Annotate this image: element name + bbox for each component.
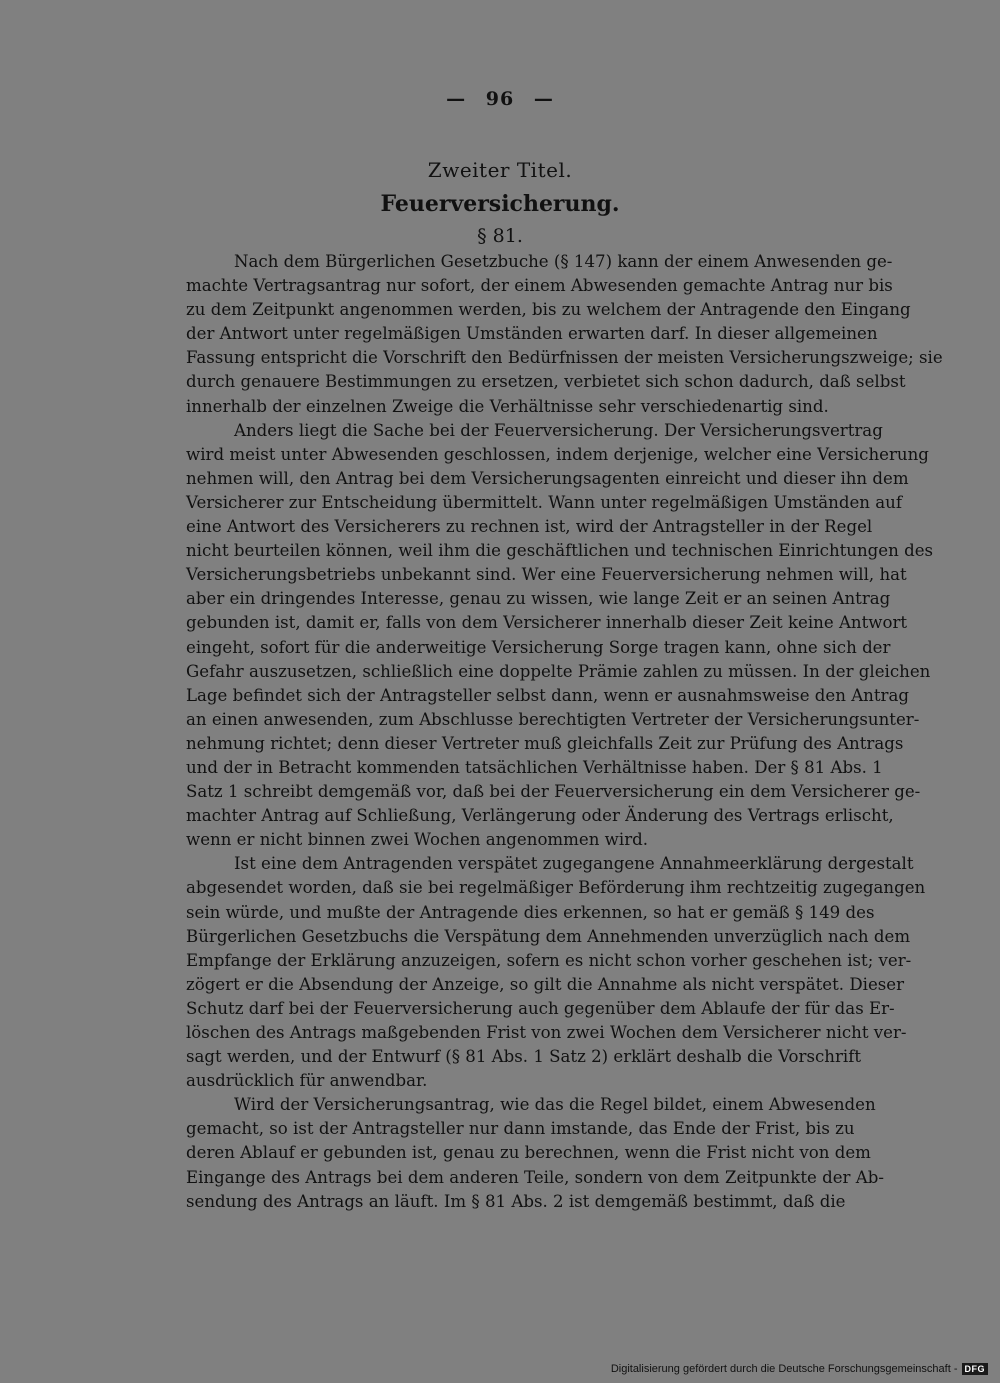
text-line: Anders liegt die Sache bei der Feuerversicherung. Der Versicherungsvertrag	[234, 420, 883, 440]
body-text	[186, 250, 943, 1214]
text-line: Schutz darf bei der Feuerversicherung auch gegenüber dem Ablaufe der für das Er-	[186, 998, 895, 1018]
page-number: — 96 —	[446, 88, 554, 110]
text-line: gebunden ist, damit er, falls von dem Versicherer innerhalb dieser Zeit keine Antwort	[186, 613, 908, 633]
text-line: Nach dem Bürgerlichen Gesetzbuche (§ 147) kann der einem Anwesenden ge-	[234, 252, 893, 271]
text-line: löschen des Antrags maßgebenden Frist von zwei Wochen dem Versicherer nicht ver-	[186, 1023, 907, 1042]
text-line: eine Antwort des Versicherers zu rechnen ist, wird der Antragsteller in der Regel	[186, 517, 873, 537]
text-line: sein würde, und mußte der Antragende dies erkennen, so hat er gemäß § 149 des	[186, 902, 875, 922]
text-line: Versicherer zur Entscheidung übermittelt. Wann unter regelmäßigen Umständen auf	[186, 492, 902, 512]
text-line: zu dem Zeitpunkt angenommen werden, bis zu welchem der Antragende den Eingang	[186, 300, 911, 320]
text-line: Empfange der Erklärung anzuzeigen, sofern es nicht schon vorher geschehen ist; ver-	[186, 950, 912, 970]
footer	[611, 1363, 988, 1375]
text-line: eingeht, sofort für die anderweitige Versicherung Sorge tragen kann, ohne sich der	[186, 637, 891, 657]
text-line: machte Vertragsantrag nur sofort, der einem Abwesenden gemachte Antrag nur bis	[186, 276, 893, 296]
text-line: Versicherungsbetriebs unbekannt sind. Wer eine Feuerversicherung nehmen will, hat	[186, 565, 907, 585]
text-line: aber ein dringendes Interesse, genau zu wissen, wie lange Zeit er an seinen Antrag	[186, 589, 891, 609]
title-block	[0, 156, 1000, 250]
text-line: Fassung entspricht die Vorschrift den Bedürfnissen der meisten Versicherungszweige; sie	[186, 348, 943, 368]
text-line: ausdrücklich für anwendbar.	[186, 1071, 428, 1091]
text-line: und der in Betracht kommenden tatsächlichen Verhältnisse haben. Der § 81 Abs. 1	[186, 757, 883, 777]
footer-credit: Digitalisierung gefördert durch die Deutsche Forschungsgemeinschaft -	[610, 1363, 958, 1375]
text-line: wird meist unter Abwesenden geschlossen, indem derjenige, welcher eine Versicherung	[186, 444, 929, 464]
paragraph	[186, 852, 926, 1093]
title-heading: Feuerversicherung.	[380, 191, 620, 217]
text-line: innerhalb der einzelnen Zweige die Verhältnisse sehr verschiedenartig sind.	[186, 396, 829, 416]
text-line: Satz 1 schreibt demgemäß vor, daß bei der Feuerversicherung ein dem Versicherer ge-	[186, 782, 921, 802]
text-line: deren Ablauf er gebunden ist, genau zu berechnen, wenn die Frist nicht von dem	[186, 1143, 871, 1163]
text-line: machter Antrag auf Schließung, Verlängerung oder Änderung des Vertrags erlischt,	[186, 806, 894, 826]
text-line: abgesendet worden, daß sie bei regelmäßiger Beförderung ihm rechtzeitig zugegangen	[186, 878, 926, 898]
text-line: sagt werden, und der Entwurf (§ 81 Abs. 1 Satz 2) erklärt deshalb die Vorschrift	[186, 1047, 862, 1067]
text-line: nehmung richtet; denn dieser Vertreter muß gleichfalls Zeit zur Prüfung des Antrags	[186, 733, 904, 753]
section-number: § 81.	[477, 225, 523, 247]
text-line: durch genauere Bestimmungen zu ersetzen, verbietet sich schon dadurch, daß selbst	[186, 372, 906, 392]
text-line: Gefahr auszusetzen, schließlich eine doppelte Prämie zahlen zu müssen. In der gleichen	[186, 661, 931, 681]
text-line: an einen anwesenden, zum Abschlusse berechtigten Vertreter der Versicherungsunter-	[186, 709, 920, 729]
dfg-logo-icon: DFG	[962, 1363, 989, 1375]
text-line: Wird der Versicherungsantrag, wie das die Regel bildet, einem Abwesenden	[234, 1095, 876, 1115]
paragraph	[186, 1093, 884, 1213]
paragraph	[186, 419, 934, 853]
text-line: Ist eine dem Antragenden verspätet zugegangene Annahmeerklärung dergestalt	[234, 854, 914, 874]
text-line: gemacht, so ist der Antragsteller nur dann imstande, das Ende der Frist, bis zu	[186, 1119, 855, 1139]
text-line: zögert er die Absendung der Anzeige, so gilt die Annahme als nicht verspätet. Dieser	[186, 974, 905, 994]
text-line: Lage befindet sich der Antragsteller selbst dann, wenn er ausnahmsweise den Antrag	[186, 685, 909, 705]
text-line: nicht beurteilen können, weil ihm die geschäftlichen und technischen Einrichtungen des	[186, 541, 934, 561]
text-line: wenn er nicht binnen zwei Wochen angenommen wird.	[186, 830, 649, 850]
text-line: sendung des Antrags an läuft. Im § 81 Abs. 2 ist demgemäß bestimmt, daß die	[186, 1191, 846, 1211]
text-line: Bürgerlichen Gesetzbuchs die Verspätung dem Annehmenden unverzüglich nach dem	[186, 926, 911, 946]
title-subtitle: Zweiter Titel.	[427, 158, 573, 182]
text-line: nehmen will, den Antrag bei dem Versicherungsagenten einreicht und dieser ihn dem	[186, 468, 909, 488]
text-line: Eingange des Antrags bei dem anderen Teile, sondern von dem Zeitpunkte der Ab-	[186, 1167, 884, 1187]
text-line: der Antwort unter regelmäßigen Umständen erwarten darf. In dieser allgemeinen	[186, 324, 878, 344]
paragraph	[186, 250, 943, 419]
